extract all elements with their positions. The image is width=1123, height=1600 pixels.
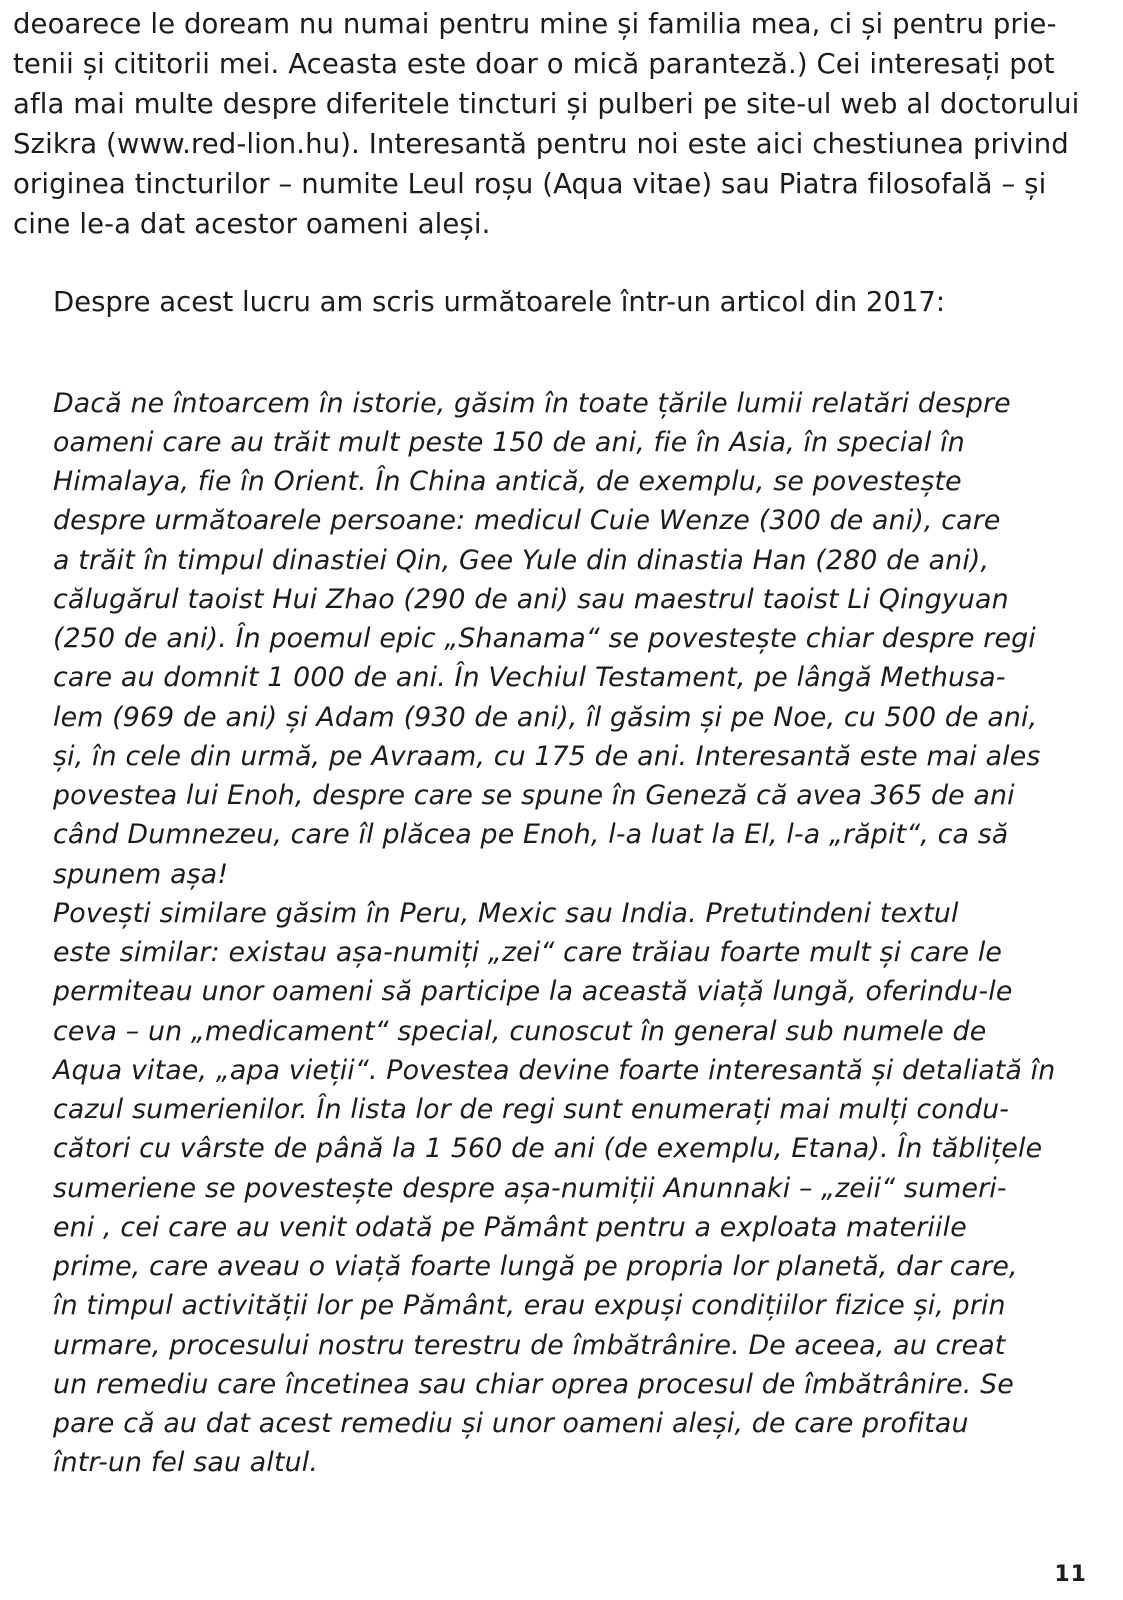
quote-line: care au domnit 1 000 de ani. În Vechiul Testament, pe lângă Methusa-	[53, 662, 1006, 693]
quote-line: a trăit în timpul dinastiei Qin, Gee Yule din dinastia Han (280 de ani),	[53, 545, 990, 576]
intro-line: Szikra (www.red-lion.hu). Interesantă pentru noi este aici chestiunea privind	[13, 128, 1069, 160]
quote-line: eni , cei care au venit odată pe Pământ pentru a exploata materiile	[53, 1212, 967, 1243]
quote-line: povestea lui Enoh, despre care se spune în Geneză că avea 365 de ani	[53, 780, 1015, 811]
lead-sentence: Despre acest lucru am scris următoarele într-un articol din 2017:	[53, 286, 946, 318]
quote-line: în timpul activității lor pe Pământ, erau expuși condițiilor fizice și, prin	[53, 1290, 1006, 1321]
quote-line: călugărul taoist Hui Zhao (290 de ani) sau maestrul taoist Li Qingyuan	[53, 584, 1009, 615]
quote-line: Povești similare găsim în Peru, Mexic sau India. Pretutindeni textul	[53, 898, 959, 929]
quote-line: sumeriene se povestește despre așa-numiții Anunnaki – „zeii“ sumeri-	[53, 1173, 1007, 1204]
quote-line: un remediu care încetinea sau chiar oprea procesul de îmbătrânire. Se	[53, 1369, 1014, 1400]
quote-line: cazul sumerienilor. În lista lor de regi sunt enumerați mai mulți condu-	[53, 1094, 1010, 1125]
page-number: 11	[1054, 1562, 1087, 1587]
intro-line: deoarece le doream nu numai pentru mine și familia mea, ci și pentru prie-	[13, 8, 1057, 40]
quote-line: și, în cele din urmă, pe Avraam, cu 175 de ani. Interesantă este mai ales	[53, 741, 1041, 772]
quote-line: cători cu vârste de până la 1 560 de ani (de exemplu, Etana). În tăblițele	[53, 1133, 1043, 1164]
intro-line: afla mai multe despre diferitele tincturi și pulberi pe site-ul web al doctorului	[13, 88, 1080, 120]
quote-line: lem (969 de ani) și Adam (930 de ani), îl găsim și pe Noe, cu 500 de ani,	[53, 702, 1038, 733]
quote-line: prime, care aveau o viață foarte lungă pe propria lor planetă, dar care,	[53, 1251, 1018, 1282]
quote-line: oameni care au trăit mult peste 150 de ani, fie în Asia, în special în	[53, 427, 965, 458]
quote-line: spunem așa!	[53, 859, 229, 890]
intro-line: originea tincturilor – numite Leul roșu (Aqua vitae) sau Piatra filosofală – și	[13, 168, 1047, 200]
quote-line: ceva – un „medicament“ special, cunoscut în general sub numele de	[53, 1016, 987, 1047]
intro-line: tenii și cititorii mei. Aceasta este doar o mică paranteză.) Cei interesați pot	[13, 48, 1055, 80]
quote-line: într-un fel sau altul.	[53, 1447, 319, 1478]
quote-line: când Dumnezeu, care îl plăcea pe Enoh, l-a luat la El, l-a „răpit“, ca să	[53, 819, 1009, 850]
quote-line: (250 de ani). În poemul epic „Shanama“ se povestește chiar despre regi	[53, 623, 1036, 654]
quote-line: este similar: existau așa-numiți „zei“ care trăiau foarte mult și care le	[53, 937, 1003, 968]
quote-line: Aqua vitae, „apa vieții“. Povestea devine foarte interesantă și detaliată în	[53, 1055, 1056, 1086]
quote-line: pare că au dat acest remediu și unor oameni aleși, de care profitau	[53, 1408, 969, 1439]
quote-line: urmare, procesului nostru terestru de îmbătrânire. De aceea, au creat	[53, 1330, 1006, 1361]
intro-line: cine le-a dat acestor oameni aleși.	[13, 208, 491, 240]
quote-line: Dacă ne întoarcem în istorie, găsim în toate țările lumii relatări despre	[53, 388, 1011, 419]
quote-line: despre următoarele persoane: medicul Cuie Wenze (300 de ani), care	[53, 505, 1001, 536]
quote-line: permiteau unor oameni să participe la această viață lungă, oferindu-le	[53, 976, 1013, 1007]
quote-line: Himalaya, fie în Orient. În China antică, de exemplu, se povestește	[53, 466, 962, 497]
